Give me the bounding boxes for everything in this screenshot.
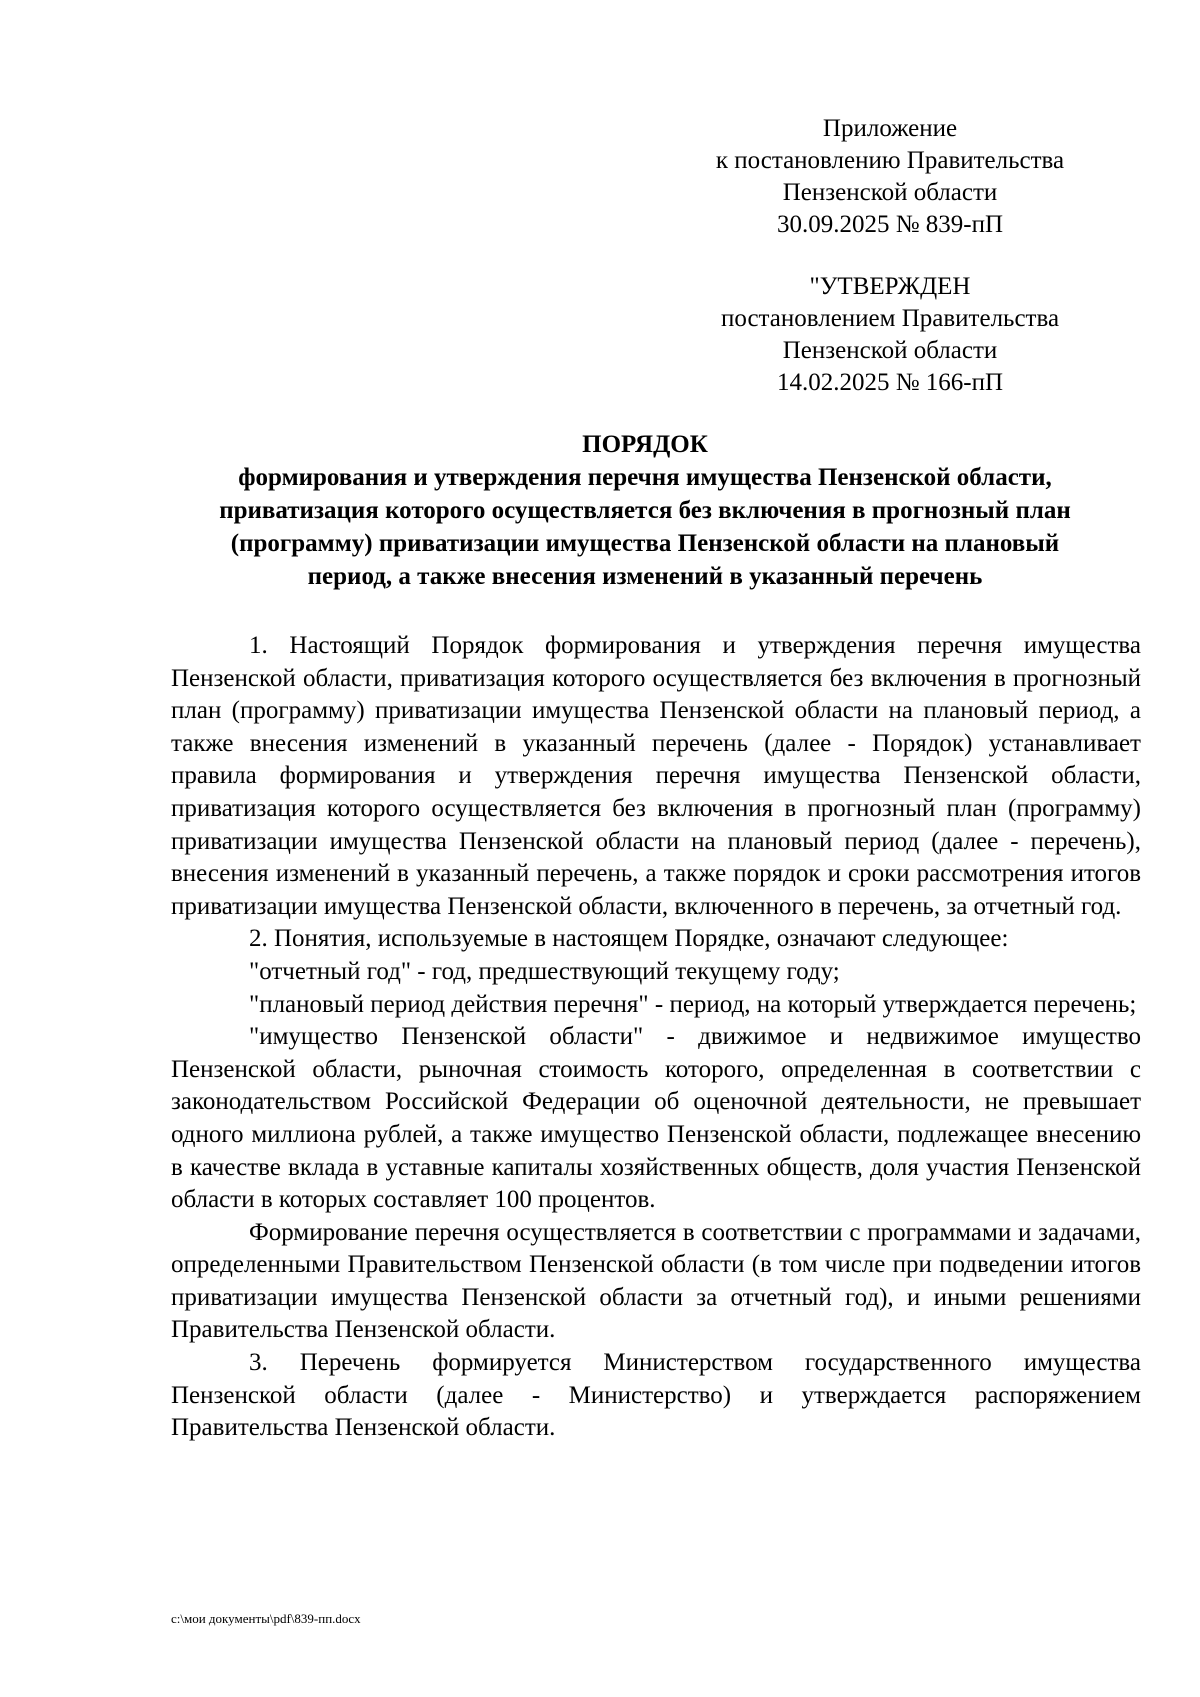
title-line: (программу) приватизации имущества Пензенской области на плановый: [230, 530, 1060, 557]
approval-stamp-text: [700, 271, 1080, 399]
approved-line: 14.02.2025 № 166-пП: [776, 369, 1004, 396]
title-line: приватизация которого осуществляется без включения в прогнозный план: [219, 497, 1071, 524]
document-title: [165, 428, 1125, 593]
body-paragraph: "отчетный год" - год, предшествующий текущему году;: [249, 957, 840, 985]
appendix-line: 30.09.2025 № 839-пП: [776, 211, 1004, 238]
body-paragraph: "плановый период действия перечня" - период, на который утверждается перечень;: [249, 990, 1137, 1018]
title-line: период, а также внесения изменений в указанный перечень: [307, 563, 983, 590]
body-paragraph: "имущество Пензенской области" - движимое и недвижимое имущество Пензенской области, рыночная стоимость которого, определенная в соответствии с законодательством Российской Федерации об оценочной деятельности, не превышает одного миллиона рублей, а также имущество Пензенской области, подлежащее внесению в качестве вклада в уставные капиталы хозяйственных обществ, доля участия Пензенской области в которых составляет 100 процентов.: [171, 1023, 1141, 1214]
body-paragraph: Формирование перечня осуществляется в соответствии с программами и задачами, определенными Правительством Пензенской области (в том числе при подведении итогов приватизации имущества Пензенской области за отчетный год), и иными решениями Правительства Пензенской области.: [171, 1218, 1141, 1344]
document-body: [171, 630, 1141, 1445]
body-paragraph: 2. Понятия, используемые в настоящем Порядке, означают следующее:: [249, 925, 1009, 953]
appendix-line: Пензенской области: [782, 179, 998, 206]
approved-line: "УТВЕРЖДЕН: [809, 273, 971, 300]
appendix-line: к постановлению Правительства: [715, 147, 1065, 174]
appendix-line: Приложение: [822, 115, 958, 142]
title-line: формирования и утверждения перечня имущества Пензенской области,: [238, 464, 1052, 491]
appendix-note: [700, 113, 1080, 241]
file-path-footer: c:\мои документы\pdf\839-пп.docx: [171, 1611, 361, 1626]
title-heading: ПОРЯДОК: [582, 431, 708, 458]
body-paragraph: 3. Перечень формируется Министерством государственного имущества Пензенской области (далее - Министерство) и утверждается распоряжением Правительства Пензенской области.: [171, 1349, 1141, 1442]
body-paragraph: 1. Настоящий Порядок формирования и утверждения перечня имущества Пензенской области, приватизация которого осуществляется без включения в прогнозный план (программу) приватизации имущества Пензенской области на плановый период, а также внесения изменений в указанный перечень (далее - Порядок) устанавливает правила формирования и утверждения перечня имущества Пензенской области, приватизация которого осуществляется без включения в прогнозный план (программу) приватизации имущества Пензенской области на плановый период (далее - перечень), внесения изменений в указанный перечень, а также порядок и сроки рассмотрения итогов приватизации имущества Пензенской области, включенного в перечень, за отчетный год.: [171, 632, 1141, 920]
approved-line: Пензенской области: [782, 337, 998, 364]
approved-line: постановлением Правительства: [720, 305, 1060, 332]
